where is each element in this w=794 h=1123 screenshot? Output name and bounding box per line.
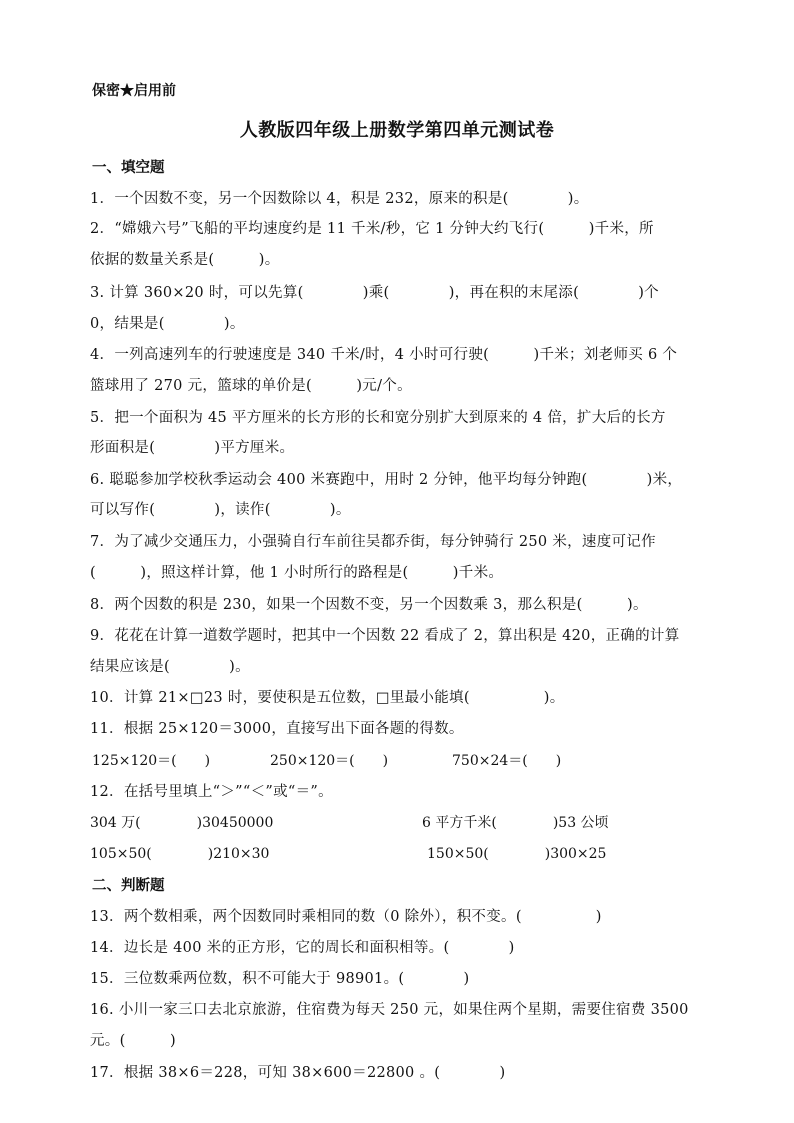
confidential-header: 保密★启用前	[92, 83, 176, 99]
question-line: 14．边长是 400 米的正方形，它的周长和面积相等。( )	[90, 940, 515, 956]
question-line: 0，结果是( )。	[90, 316, 245, 332]
q12-item: 150×50( )300×25	[427, 846, 607, 862]
section-fill-blank: 一、填空题	[92, 159, 165, 176]
q12-item: 105×50( )210×30	[90, 846, 270, 862]
question-line: 8．两个因数的积是 230，如果一个因数不变，另一个因数乘 3，那么积是( )。	[90, 597, 648, 613]
question-line: 11．根据 25×120＝3000，直接写出下面各题的得数。	[90, 721, 464, 737]
question-line: 形面积是( )平方厘米。	[90, 440, 295, 456]
question-line: 12．在括号里填上“＞”“＜”或“＝”。	[90, 784, 333, 800]
q11-item: 125×120＝( )	[92, 753, 211, 769]
question-line: 1．一个因数不变，另一个因数除以 4，积是 232，原来的积是( )。	[90, 191, 589, 207]
page-title: 人教版四年级上册数学第四单元测试卷	[239, 120, 555, 141]
question-line: 3. 计算 360×20 时，可以先算( )乘( )，再在积的末尾添( )个	[90, 285, 659, 301]
q11-item: 750×24＝( )	[452, 753, 562, 769]
question-line: 2．“嫦娥六号”飞船的平均速度约是 11 千米/秒，它 1 分钟大约飞行( )千米，所	[90, 221, 654, 237]
question-line: 13．两个数相乘，两个因数同时乘相同的数（0 除外），积不变。( )	[90, 909, 602, 925]
question-line: 可以写作( )，读作( )。	[90, 502, 351, 518]
question-line: 篮球用了 270 元，篮球的单价是( )元/个。	[90, 378, 412, 394]
question-line: 17．根据 38×6＝228，可知 38×600＝22800 。( )	[90, 1065, 506, 1081]
question-line: 依据的数量关系是( )。	[90, 252, 280, 268]
question-line: 7．为了减少交通压力，小强骑自行车前往吴都乔街，每分钟骑行 250 米，速度可记作	[90, 534, 656, 550]
q11-item: 250×120＝( )	[270, 753, 389, 769]
question-line: 10．计算 21×□23 时，要使积是五位数，□里最小能填( )。	[90, 690, 565, 706]
question-line: ( )，照这样计算，他 1 小时所行的路程是( )千米。	[90, 565, 504, 581]
question-line: 9．花花在计算一道数学题时，把其中一个因数 22 看成了 2，算出积是 420，正确的计算	[90, 628, 680, 644]
question-line: 16. 小川一家三口去北京旅游，住宿费为每天 250 元，如果住两个星期，需要住宿费 3500	[90, 1002, 689, 1018]
question-line: 结果应该是( )。	[90, 659, 250, 675]
question-line: 元。( )	[90, 1033, 176, 1049]
question-line: 6. 聪聪参加学校秋季运动会 400 米赛跑中，用时 2 分钟，他平均每分钟跑( )米，	[90, 472, 683, 488]
question-line: 15．三位数乘两位数，积不可能大于 98901。( )	[90, 971, 470, 987]
question-line: 5．把一个面积为 45 平方厘米的长方形的长和宽分别扩大到原来的 4 倍，扩大后的长方	[90, 410, 666, 426]
section-true-false: 二、判断题	[92, 877, 165, 894]
q12-item: 304 万( )30450000	[90, 815, 274, 831]
q12-item: 6 平方千米( )53 公顷	[422, 815, 609, 831]
question-line: 4．一列高速列车的行驶速度是 340 千米/时，4 小时可行驶( )千米；刘老师买 6 个	[90, 347, 678, 363]
